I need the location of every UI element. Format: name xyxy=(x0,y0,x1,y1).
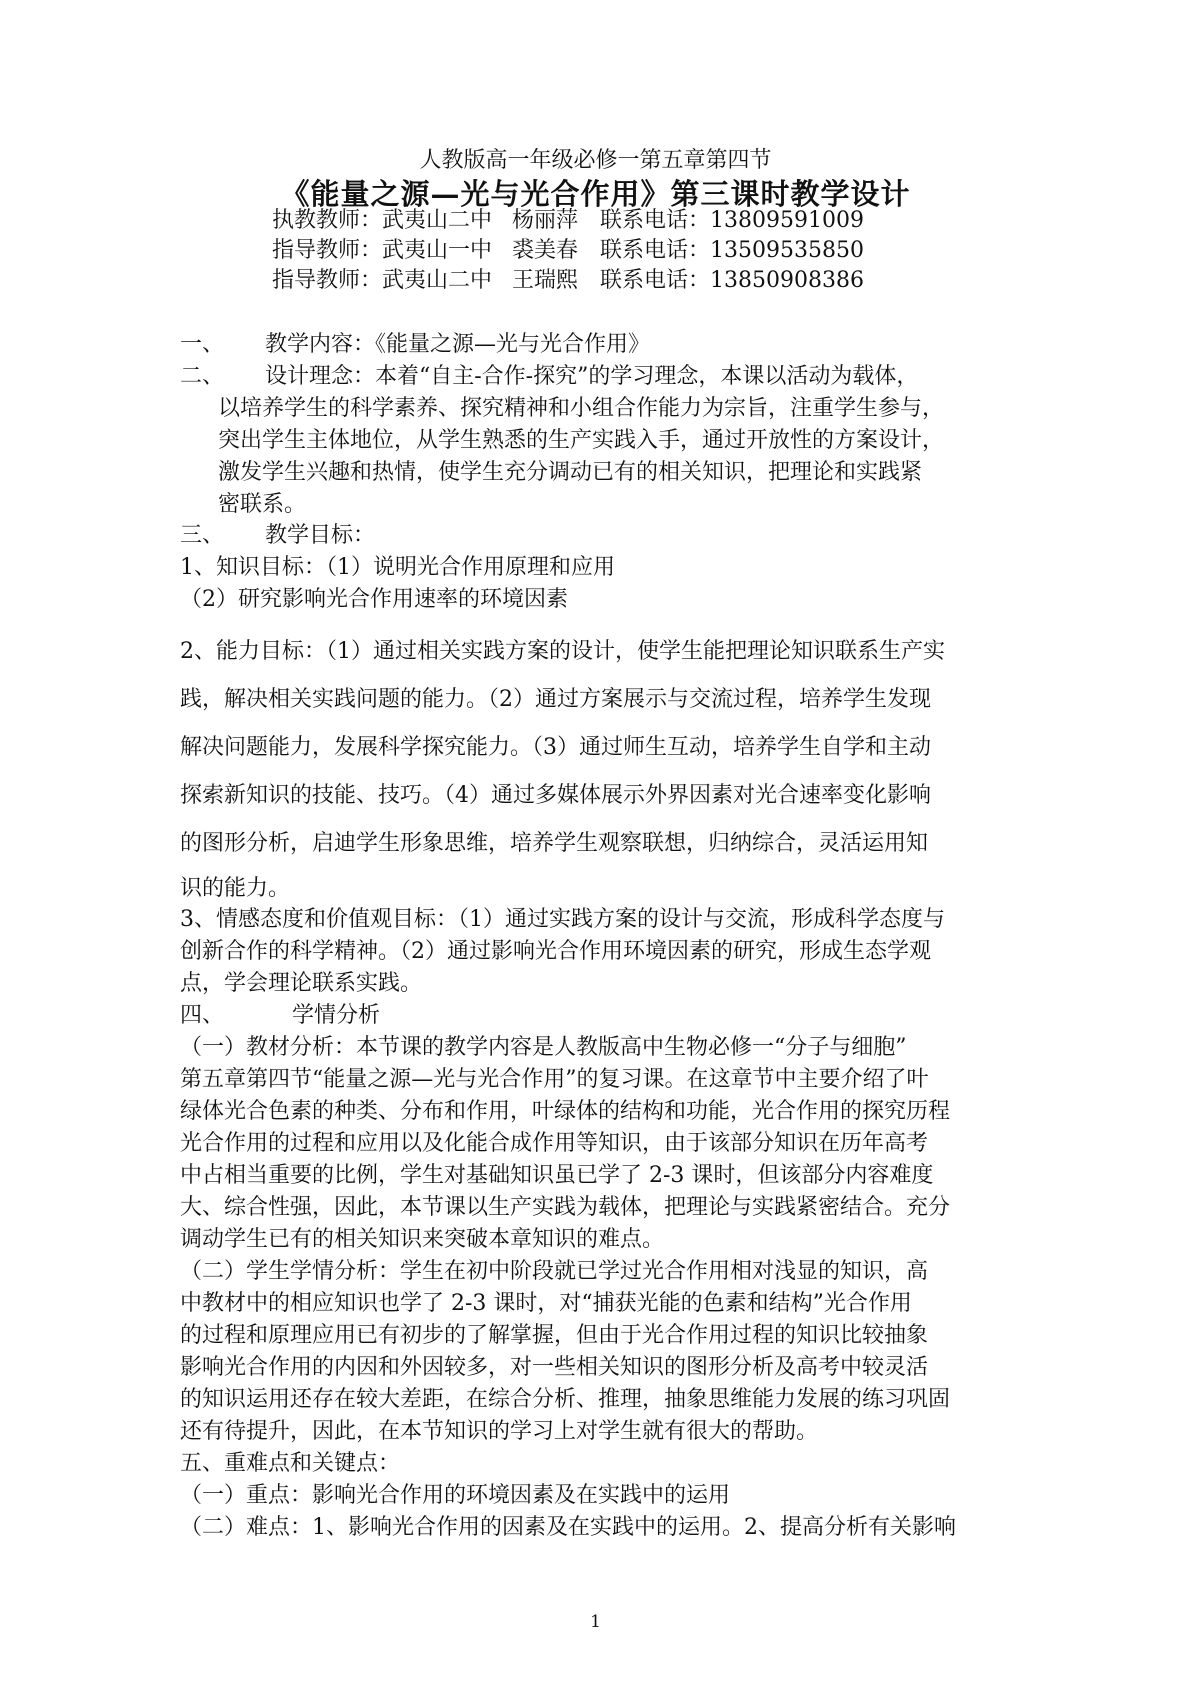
ability-goal-line: 2、能力目标：（1）通过相关实践方案的设计，使学生能把理论知识联系生产实 xyxy=(180,639,945,664)
knowledge-goal-line: （2）研究影响光合作用速率的环境因素 xyxy=(180,587,568,612)
teacher-name: 裘美春 xyxy=(512,238,579,263)
emotion-goal-line: 3、情感态度和价值观目标：（1）通过实践方案的设计与交流，形成科学态度与 xyxy=(180,907,945,932)
section-4-text: 学情分析 xyxy=(292,1003,381,1028)
page-number: 1 xyxy=(590,1612,601,1632)
textbook-analysis-line: （一）教材分析：本节课的教学内容是人教版高中生物必修一“分子与细胞” xyxy=(180,1035,907,1060)
teacher-row xyxy=(272,237,864,265)
teacher-row xyxy=(272,207,864,235)
difficult-point-line: （二）难点：1、影响光合作用的因素及在实践中的运用。2、提高分析有关影响 xyxy=(180,1515,956,1540)
teacher-phone: 联系电话：13509535850 xyxy=(600,238,864,263)
section-3-number: 三、 xyxy=(180,523,225,548)
textbook-analysis-line: 绿体光合色素的种类、分布和作用，叶绿体的结构和功能，光合作用的探究历程 xyxy=(180,1099,951,1124)
section-2-line: 以培养学生的科学素养、探究精神和小组合作能力为宗旨，注重学生参与， xyxy=(218,396,945,421)
textbook-analysis-line: 光合作用的过程和应用以及化能合成作用等知识，由于该部分知识在历年高考 xyxy=(180,1131,929,1156)
student-analysis-line: 的知识运用还存在较大差距，在综合分析、推理，抽象思维能力发展的练习巩固 xyxy=(180,1387,951,1412)
section-2-line: 密联系。 xyxy=(218,492,307,517)
section-2-line: 设计理念：本着“自主-合作-探究”的学习理念，本课以活动为载体， xyxy=(265,364,919,389)
document-subtitle: 人教版高一年级必修一第五章第四节 xyxy=(419,148,772,173)
ability-goal-line: 探索新知识的技能、技巧。（4）通过多媒体展示外界因素对光合速率变化影响 xyxy=(180,783,931,808)
ability-goal-line: 识的能力。 xyxy=(180,876,291,901)
section-4-number: 四、 xyxy=(180,1003,225,1028)
knowledge-goal-line: 1、知识目标：（1）说明光合作用原理和应用 xyxy=(180,555,615,580)
section-text: 教学内容：《能量之源—光与光合作用》 xyxy=(265,332,651,357)
teacher-row xyxy=(272,267,864,295)
student-analysis-line: 中教材中的相应知识也学了 2-3 课时，对“捕获光能的色素和结构”光合作用 xyxy=(180,1291,912,1316)
student-analysis-line: 影响光合作用的内因和外因较多，对一些相关知识的图形分析及高考中较灵活 xyxy=(180,1355,929,1380)
textbook-analysis-line: 调动学生已有的相关知识来突破本章知识的难点。 xyxy=(180,1227,665,1252)
emotion-goal-line: 点，学会理论联系实践。 xyxy=(180,971,423,996)
emotion-goal-line: 创新合作的科学精神。（2）通过影响光合作用环境因素的研究，形成生态学观 xyxy=(180,939,931,964)
ability-goal-line: 践，解决相关实践问题的能力。（2）通过方案展示与交流过程，培养学生发现 xyxy=(180,687,931,712)
document-title: 《能量之源—光与光合作用》第三课时教学设计 xyxy=(280,177,911,211)
ability-goal-line: 解决问题能力，发展科学探究能力。（3）通过师生互动，培养学生自学和主动 xyxy=(180,735,931,760)
section-5-heading: 五、重难点和关键点： xyxy=(180,1451,401,1476)
section-2-line: 突出学生主体地位，从学生熟悉的生产实践入手，通过开放性的方案设计， xyxy=(218,428,945,453)
student-analysis-line: 的过程和原理应用已有初步的了解掌握，但由于光合作用过程的知识比较抽象 xyxy=(180,1323,929,1348)
teacher-name: 杨丽萍 xyxy=(512,208,579,233)
student-analysis-line: （二）学生学情分析：学生在初中阶段就已学过光合作用相对浅显的知识，高 xyxy=(180,1259,929,1284)
section-2-number: 二、 xyxy=(180,364,225,389)
section-2-line: 激发学生兴趣和热情，使学生充分调动已有的相关知识，把理论和实践紧 xyxy=(218,460,923,485)
section-number: 一、 xyxy=(180,332,225,357)
ability-goal-line: 的图形分析，启迪学生形象思维，培养学生观察联想，归纳综合，灵活运用知 xyxy=(180,831,929,856)
teacher-phone: 联系电话：13850908386 xyxy=(600,268,864,293)
teacher-role: 执教教师：武夷山二中 xyxy=(272,208,493,233)
key-point-line: （一）重点：影响光合作用的环境因素及在实践中的运用 xyxy=(180,1483,731,1508)
textbook-analysis-line: 中占相当重要的比例，学生对基础知识虽已学了 2-3 课时，但该部分内容难度 xyxy=(180,1163,934,1188)
teacher-role: 指导教师：武夷山一中 xyxy=(272,238,493,263)
teacher-name: 王瑞熙 xyxy=(512,268,579,293)
section-3-text: 教学目标： xyxy=(265,523,376,548)
teacher-phone: 联系电话：13809591009 xyxy=(600,208,864,233)
teacher-role: 指导教师：武夷山二中 xyxy=(272,268,493,293)
student-analysis-line: 还有待提升，因此，在本节知识的学习上对学生就有很大的帮助。 xyxy=(180,1419,819,1444)
textbook-analysis-line: 大、综合性强，因此，本节课以生产实践为载体，把理论与实践紧密结合。充分 xyxy=(180,1195,951,1220)
textbook-analysis-line: 第五章第四节“能量之源—光与光合作用”的复习课。在这章节中主要介绍了叶 xyxy=(180,1067,929,1092)
